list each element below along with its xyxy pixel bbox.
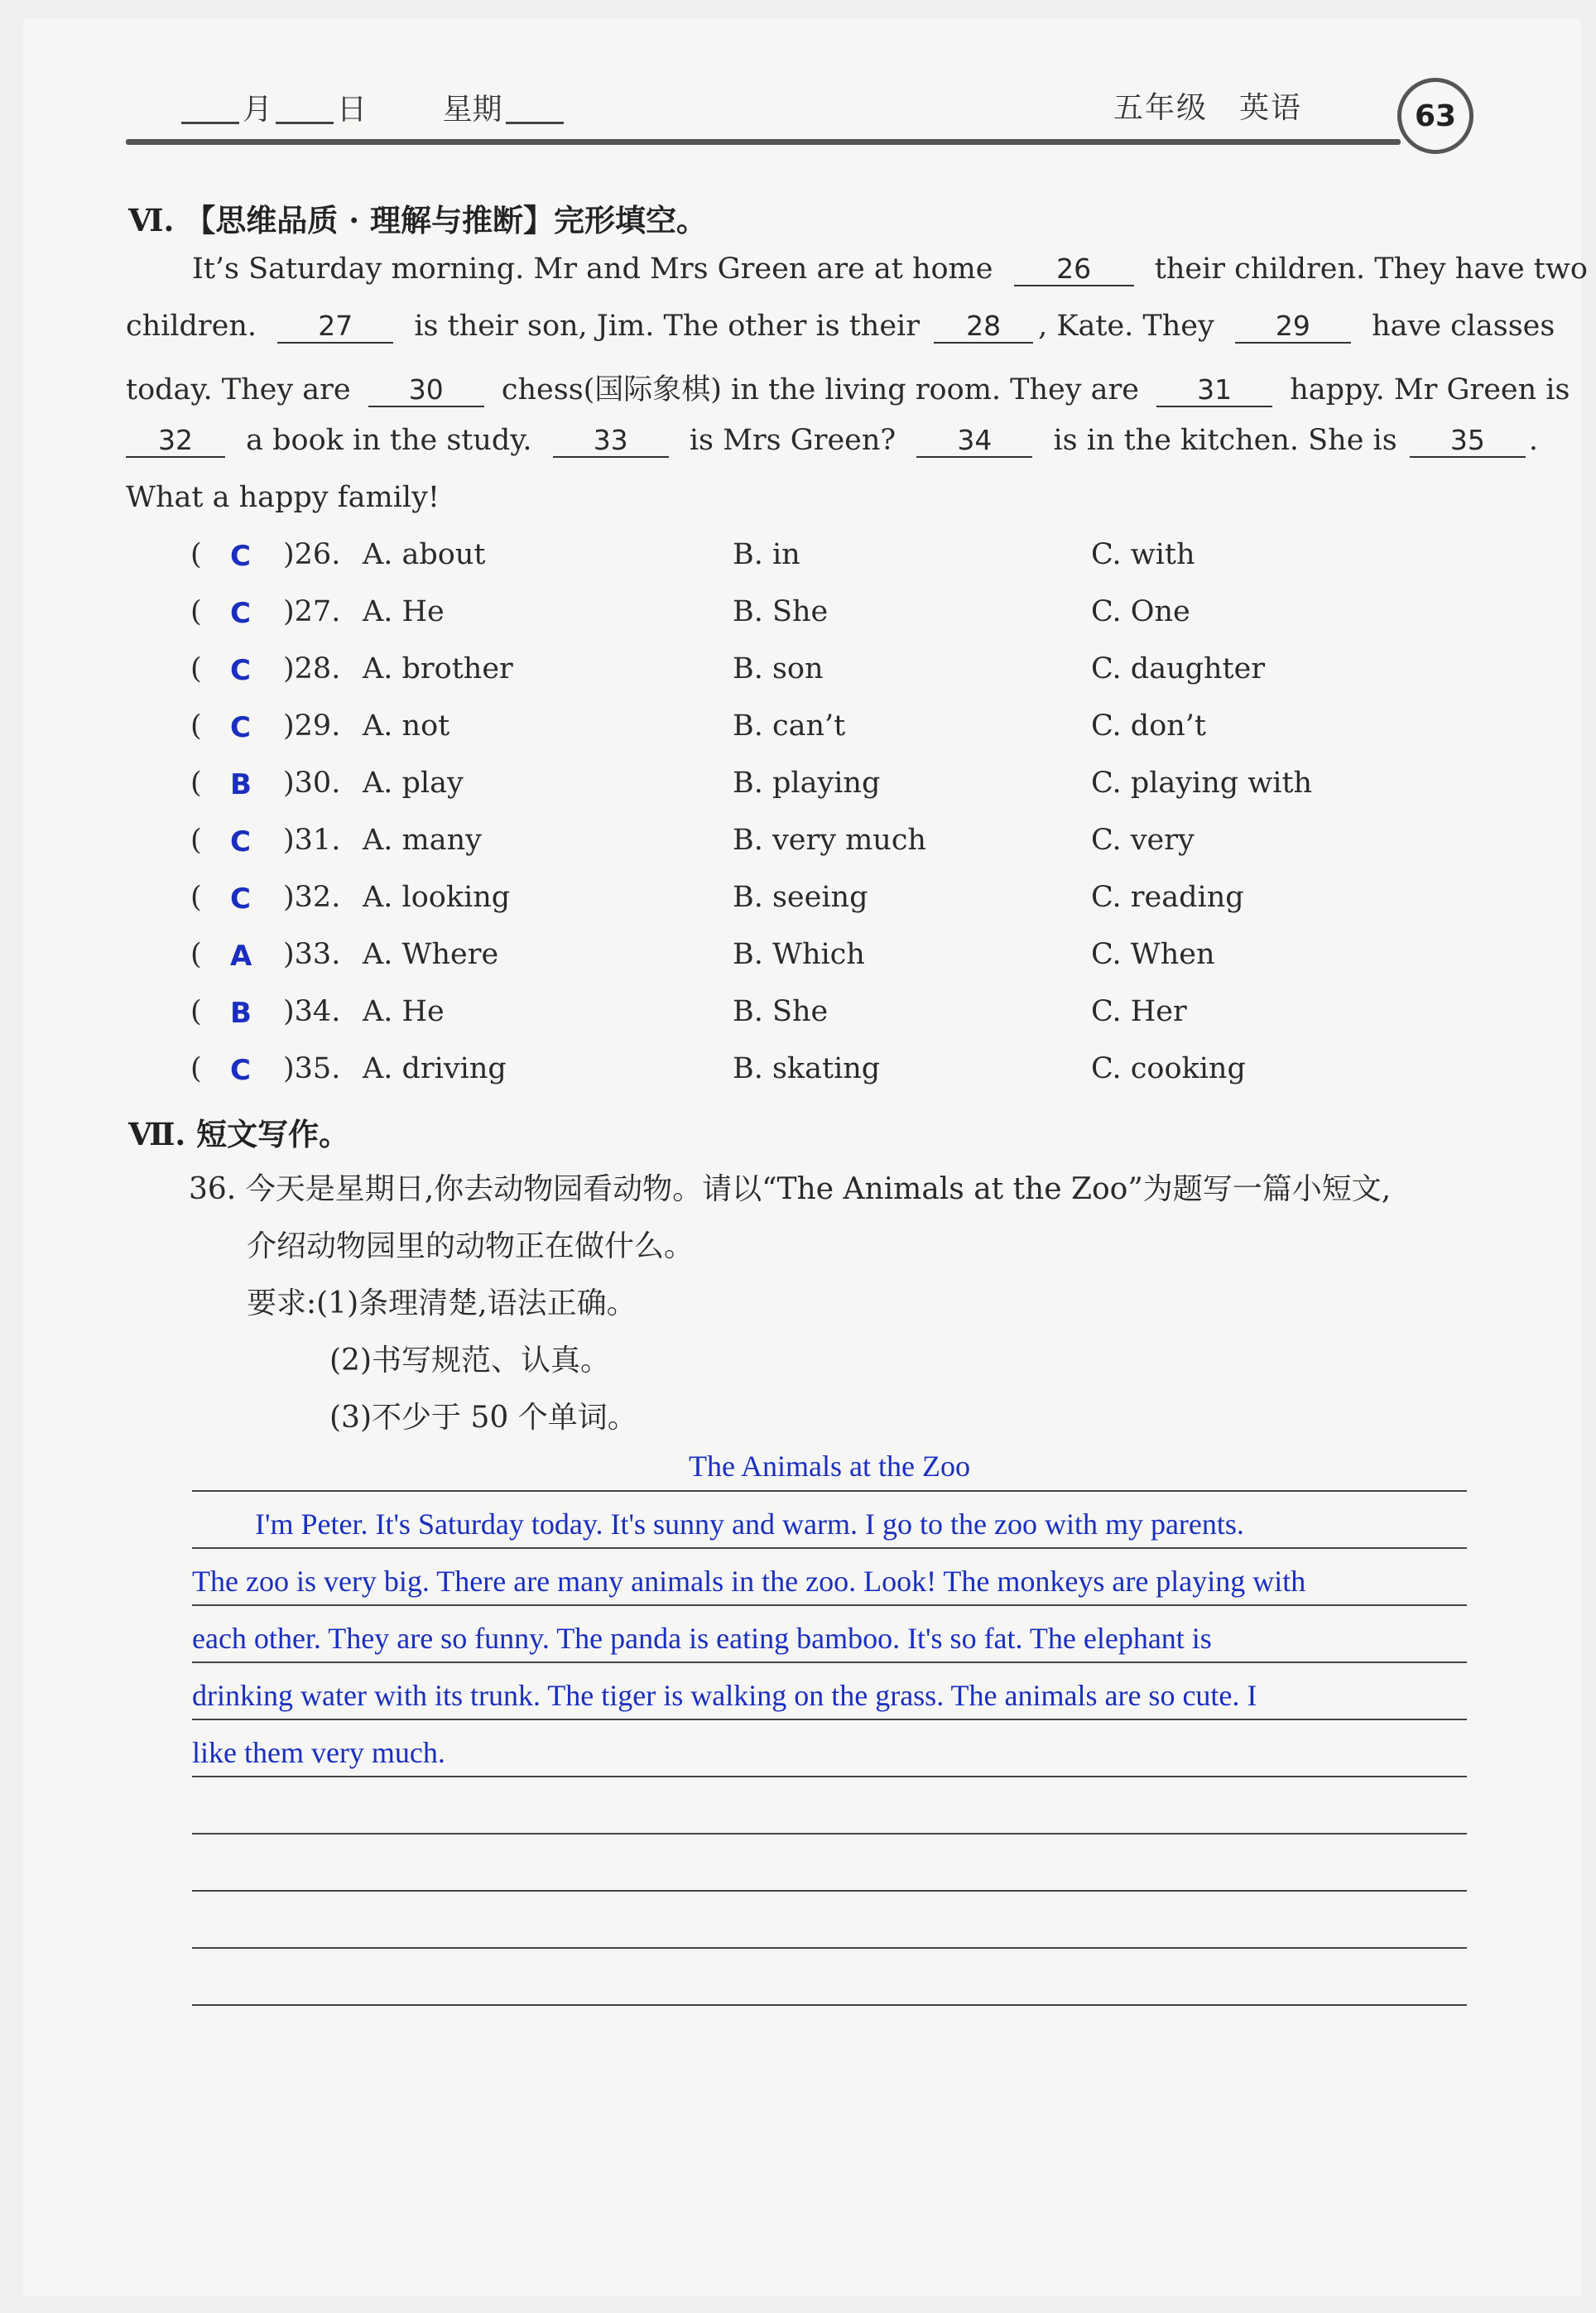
q36-prompt-line1: 36. 今天是星期日,你去动物园看动物。请以“The Animals at the Zoo”为题写一篇小短文, [189,1172,1392,1206]
option-a: A. not [363,709,450,743]
passage-line-1: It’s Saturday morning. Mr and Mrs Green are at home 26 their children. They have two [192,252,1588,286]
q36-prompt-line2: 介绍动物园里的动物正在做什么。 [247,1229,695,1263]
answer-letter: C [230,654,251,687]
question-number: )28. [283,652,341,685]
blank-30: 30 [368,373,484,407]
writing-line [192,1604,1467,1606]
worksheet-page [23,18,1588,2296]
writing-line [192,1719,1467,1720]
section6-title: Ⅵ. 【思维品质 · 理解与推断】完形填空。 [128,202,707,238]
open-paren: ( [190,938,202,971]
question-number: )27. [283,595,341,628]
question-row [190,709,1473,761]
writing-line [192,1776,1467,1777]
option-c: C. with [1091,538,1195,571]
option-b: B. Which [733,938,865,971]
answer-letter: C [230,882,251,916]
writing-line [192,1547,1467,1549]
blank-29: 29 [1235,310,1351,344]
question-row [190,652,1473,704]
page-number-badge: 63 [1397,78,1473,154]
option-c: C. When [1091,938,1215,971]
question-number: )31. [283,824,341,857]
question-number: )32. [283,881,341,914]
question-number: )35. [283,1052,341,1085]
question-row [190,595,1473,647]
question-row [190,767,1473,818]
open-paren: ( [190,538,202,571]
blank-27: 27 [277,310,393,344]
question-row [190,538,1473,589]
option-c: C. daughter [1091,652,1266,685]
open-paren: ( [190,709,202,743]
blank-28: 28 [934,310,1033,344]
option-c: C. cooking [1091,1052,1246,1085]
option-a: A. play [363,767,464,800]
option-b: B. can’t [733,709,846,743]
question-number: )26. [283,538,341,571]
option-c: C. Her [1091,995,1187,1028]
question-number: )33. [283,938,341,971]
blank-33: 33 [553,424,669,458]
requirement-1: 要求:(1)条理清楚,语法正确。 [247,1286,637,1320]
header-rule [126,139,1401,145]
writing-line [192,1661,1467,1663]
answer-letter: C [230,597,251,630]
month-label: 月 [243,93,273,127]
answer-letter: C [230,825,251,858]
answer-letter: B [230,997,252,1030]
option-c: C. One [1091,595,1190,628]
section7-title: Ⅶ. 短文写作。 [128,1116,350,1152]
question-number: )29. [283,709,341,743]
passage-line-3: today. They are 30 chess(国际象棋) in the living room. They are 31 happy. Mr Green is [126,373,1570,406]
question-row [190,1052,1473,1104]
option-b: B. seeing [733,881,868,914]
essay-line: The zoo is very big. There are many animals in the zoo. Look! The monkeys are playing with [192,1565,1306,1598]
question-row [190,938,1473,989]
essay-line: I'm Peter. It's Saturday today. It's sunny and warm. I go to the zoo with my parents. [255,1508,1244,1541]
essay-line: drinking water with its trunk. The tiger is walking on the grass. The animals are so cute. I [192,1679,1257,1712]
blank-34: 34 [916,424,1032,458]
blank-26: 26 [1014,252,1134,286]
option-b: B. son [733,652,824,685]
question-number: )34. [283,995,341,1028]
option-a: A. He [363,995,445,1028]
date-header [178,86,567,128]
option-b: B. in [733,538,800,571]
option-a: A. many [363,824,482,857]
writing-line [192,1947,1467,1949]
answer-letter: C [230,711,251,744]
blank-35: 35 [1410,424,1526,458]
open-paren: ( [190,595,202,628]
blank-32: 32 [126,424,225,458]
option-b: B. skating [733,1052,881,1085]
question-row [190,824,1473,875]
passage-line-5: What a happy family! [126,481,440,514]
essay-line: each other. They are so funny. The panda is eating bamboo. It's so fat. The elephant is [192,1622,1212,1655]
essay-title: The Animals at the Zoo [689,1450,970,1483]
option-c: C. very [1091,824,1195,857]
option-c: C. reading [1091,881,1244,914]
question-number: )30. [283,767,341,800]
option-b: B. playing [733,767,881,800]
open-paren: ( [190,824,202,857]
open-paren: ( [190,1052,202,1085]
answer-letter: C [230,540,251,573]
day-label: 日 [337,93,368,127]
option-a: A. Where [363,938,499,971]
option-c: C. don’t [1091,709,1206,743]
writing-line [192,1833,1467,1835]
option-b: B. She [733,595,829,628]
option-a: A. He [363,595,445,628]
question-row [190,881,1473,932]
option-c: C. playing with [1091,767,1313,800]
essay-line: like them very much. [192,1736,445,1769]
option-a: A. brother [363,652,513,685]
open-paren: ( [190,995,202,1028]
writing-line [192,2004,1467,2006]
open-paren: ( [190,652,202,685]
answer-letter: B [230,768,252,801]
question-row [190,995,1473,1046]
option-a: A. driving [363,1052,507,1085]
option-a: A. about [363,538,486,571]
option-b: B. very much [733,824,926,857]
passage-line-2: children. 27 is their son, Jim. The other is their 28 , Kate. They 29 have classes [126,310,1555,343]
requirement-2: (2)书写规范、认真。 [329,1344,610,1378]
option-a: A. looking [363,881,511,914]
open-paren: ( [190,767,202,800]
requirement-3: (3)不少于 50 个单词。 [329,1401,637,1435]
option-b: B. She [733,995,829,1028]
weekday-label: 星期 [442,93,502,127]
blank-31: 31 [1156,373,1272,407]
writing-line [192,1490,1467,1492]
writing-line [192,1890,1467,1892]
grade-subject: 五年级 英语 [1113,91,1303,125]
passage-line-4: 32 a book in the study. 33 is Mrs Green? 34 is in the kitchen. She is 35 . [126,424,1469,458]
answer-letter: C [230,1054,251,1087]
answer-letter: A [230,940,252,973]
open-paren: ( [190,881,202,914]
